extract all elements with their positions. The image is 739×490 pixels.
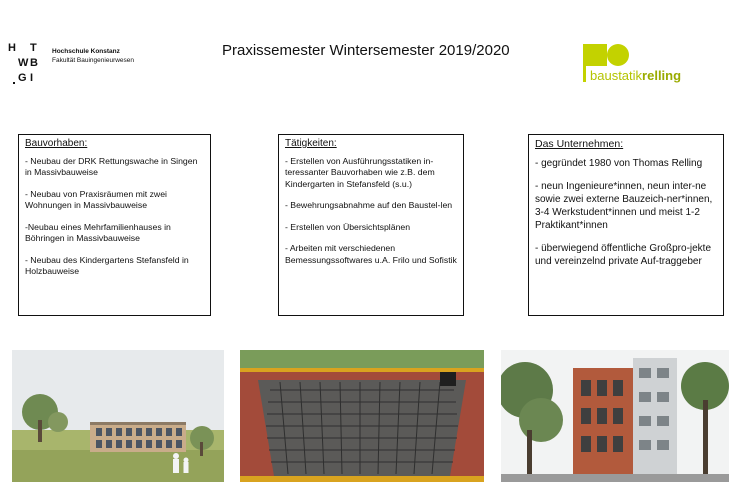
logo-circle: [607, 44, 629, 66]
company-item: - gegründet 1980 von Thomas Relling: [535, 158, 703, 169]
project-item: -Neubau eines Mehrfamilienhauses in Böhringen in Massivbauweise: [25, 221, 171, 243]
htwg-letter-w: W: [18, 57, 29, 69]
logo-square: [583, 44, 607, 66]
activities-heading: Tätigkeiten:: [285, 138, 337, 149]
institution-block: [52, 47, 134, 65]
htwg-dot: [13, 82, 15, 84]
activity-item: - Bewehrungsabnahme auf den Baustel-len: [285, 200, 453, 210]
htwg-letter-g: G: [18, 72, 27, 84]
activity-item: - Arbeiten mit verschiedenen Bemessungssoftwares u.A. Frilo und Sofistik: [285, 243, 457, 265]
company-box: [528, 134, 724, 316]
htwg-letter-b: B: [30, 57, 38, 69]
faculty-name: Fakultät Bauingenieurwesen: [52, 57, 135, 64]
projects-heading: Bauvorhaben:: [25, 138, 88, 149]
activities-box: [278, 134, 464, 316]
logo-text-relling: relling: [642, 68, 682, 83]
baustatik-relling-logo: [583, 44, 728, 86]
htwg-logo: [8, 42, 48, 92]
logo-text-baustatik: baustatik: [590, 68, 643, 83]
company-item: - überwiegend öffentliche Großpro-jekte und vereinzelnd private Auf-traggeber: [535, 243, 712, 267]
project-item: - Neubau des Kindergartens Stefansfeld in Holzbauweise: [25, 254, 189, 276]
page-title: Praxissemester Wintersemester 2019/2020: [222, 42, 510, 59]
kindergarten-rendering-photo: [12, 350, 224, 482]
project-item: - Neubau von Praxisräumen mit zwei Wohnungen in Massivbauweise: [25, 188, 167, 210]
htwg-letter-t: T: [30, 42, 37, 54]
activity-item: - Erstellen von Übersichtsplänen: [285, 221, 411, 232]
htwg-letter-h: H: [8, 42, 16, 54]
reinforcement-site-photo: [240, 350, 484, 482]
projects-box: [18, 134, 211, 316]
company-item: - neun Ingenieure*innen, neun inter-ne sowie zwei externe Bauzeich-ner*innen, 3-4 Werkstudent*innen und meist 1-2 Praktikant*innen: [535, 181, 713, 231]
logo-text: [590, 68, 681, 83]
institution-name: Hochschule Konstanz: [52, 48, 120, 55]
activity-item: - Erstellen von Ausführungsstatiken in-teressanter Bauvorhaben wie z.B. dem Kindergarten in Stefansfeld (s.u.): [285, 155, 435, 189]
project-item: - Neubau der DRK Rettungswache in Singen in Massivbauweise: [25, 155, 198, 177]
building-facade-photo: [501, 350, 729, 482]
company-heading: Das Unternehmen:: [535, 138, 624, 150]
htwg-letter-i: I: [30, 72, 34, 84]
logo-bar: [583, 66, 586, 82]
